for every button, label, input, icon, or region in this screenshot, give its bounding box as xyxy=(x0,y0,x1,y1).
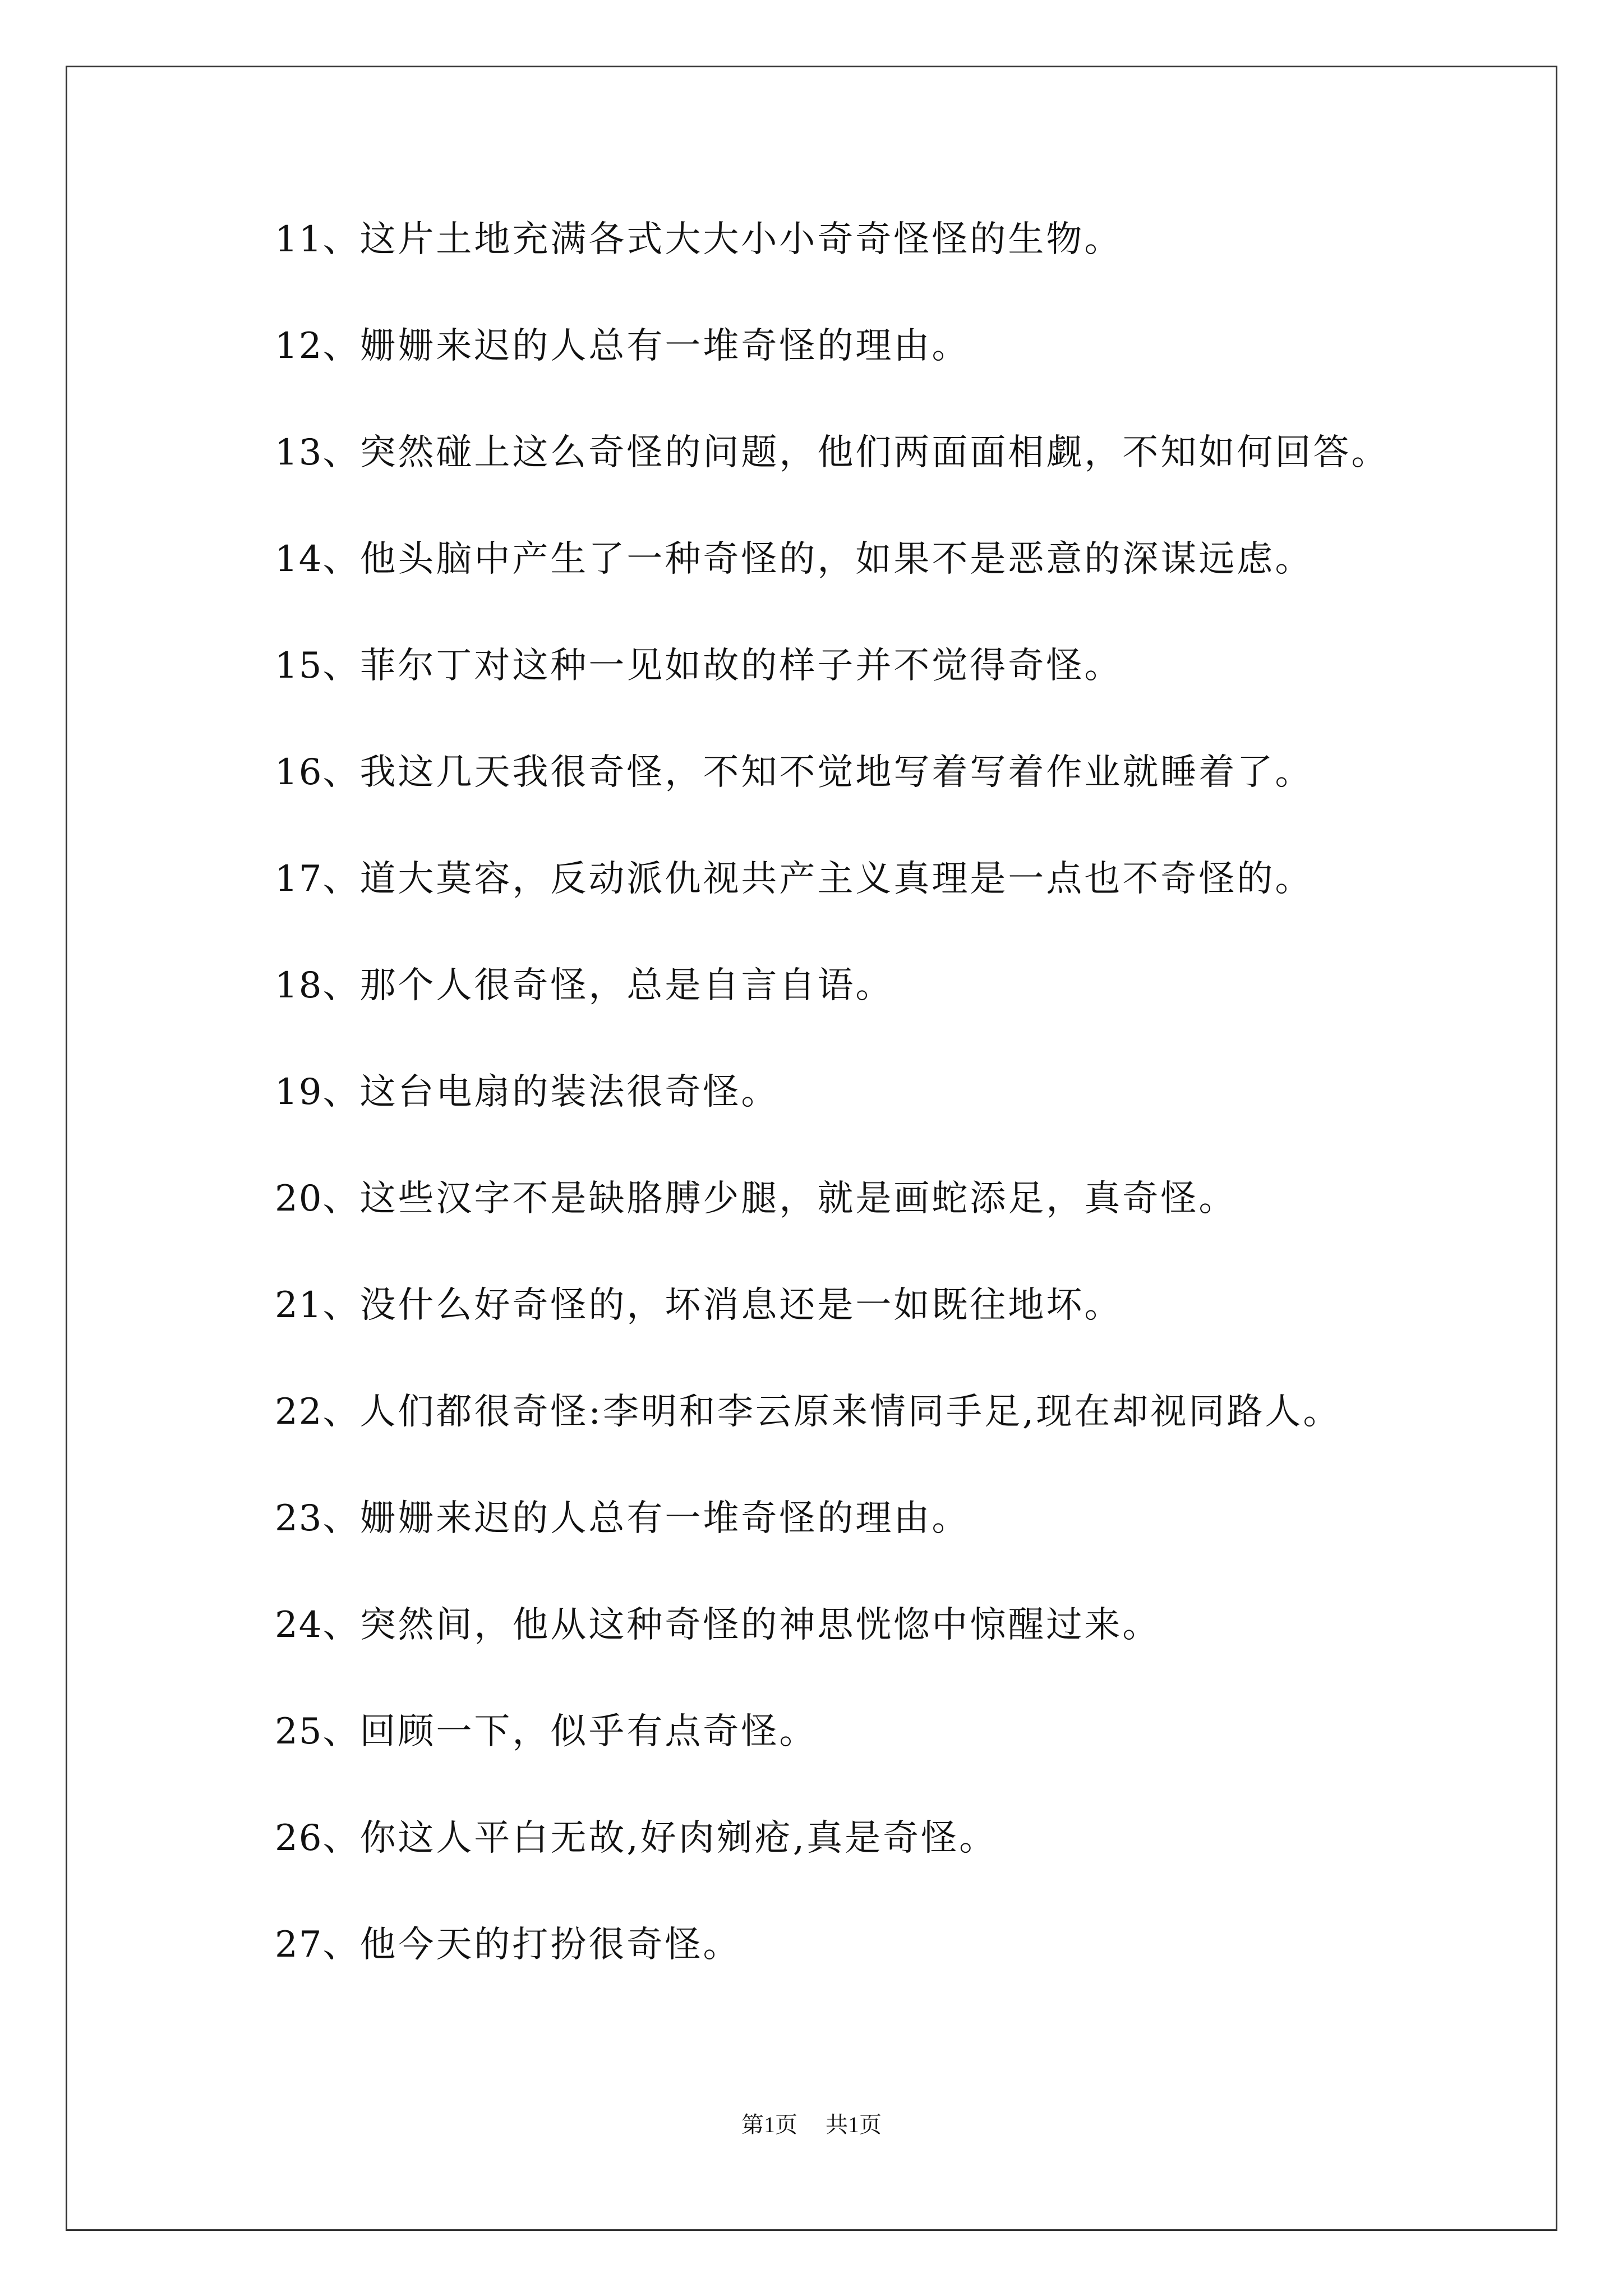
list-item xyxy=(275,858,1520,968)
item-text: 那个人很奇怪，总是自言自语。 xyxy=(359,965,894,1006)
list-item xyxy=(275,1711,1520,1820)
item-text: 我这几天我很奇怪，不知不觉地写着写着作业就睡着了。 xyxy=(359,752,1313,793)
item-text: 突然间，他从这种奇怪的神思恍惚中惊醒过来。 xyxy=(359,1604,1161,1646)
item-number: 13、 xyxy=(275,432,360,473)
page-number: 第1页 xyxy=(741,2112,797,2137)
item-number: 24、 xyxy=(275,1604,360,1646)
item-number: 11、 xyxy=(275,219,360,260)
item-number: 16、 xyxy=(275,752,360,793)
sentence-list xyxy=(275,219,1520,2033)
item-number: 21、 xyxy=(275,1285,360,1326)
list-item xyxy=(275,1391,1520,1501)
list-item xyxy=(275,645,1520,754)
list-item xyxy=(275,325,1520,435)
item-number: 15、 xyxy=(275,645,360,687)
item-number: 26、 xyxy=(275,1818,360,1859)
list-item xyxy=(275,754,1520,861)
item-number: 19、 xyxy=(275,1071,360,1113)
item-text: 人们都很奇怪:李明和李云原来情同手足,现在却视同路人。 xyxy=(359,1391,1341,1433)
item-text: 他头脑中产生了一种奇怪的，如果不是恶意的深谋远虑。 xyxy=(359,539,1313,580)
list-item xyxy=(275,432,1520,541)
item-text: 这些汉字不是缺胳膊少腿，就是画蛇添足，真奇怪。 xyxy=(359,1178,1237,1220)
item-number: 22、 xyxy=(275,1391,360,1433)
list-item xyxy=(275,965,1520,1074)
item-text: 这片土地充满各式大大小小奇奇怪怪的生物。 xyxy=(359,219,1123,260)
item-text: 道大莫容，反动派仇视共产主义真理是一点也不奇怪的。 xyxy=(359,858,1313,900)
item-text: 姗姗来迟的人总有一堆奇怪的理由。 xyxy=(359,1498,970,1539)
list-item xyxy=(275,541,1520,648)
page-total: 共1页 xyxy=(826,2112,882,2137)
item-number: 23、 xyxy=(275,1498,360,1539)
item-number: 25、 xyxy=(275,1711,360,1752)
item-text: 他今天的打扮很奇怪。 xyxy=(359,1924,741,1966)
item-text: 这台电扇的装法很奇怪。 xyxy=(359,1071,780,1113)
page-footer xyxy=(0,2114,1623,2136)
list-item xyxy=(275,219,1520,328)
list-item xyxy=(275,1287,1520,1394)
list-item xyxy=(275,1820,1520,1927)
item-number: 12、 xyxy=(275,325,360,367)
item-number: 27、 xyxy=(275,1924,360,1966)
item-number: 18、 xyxy=(275,965,360,1006)
item-text: 菲尔丁对这种一见如故的样子并不觉得奇怪。 xyxy=(359,645,1123,687)
list-item xyxy=(275,1178,1520,1287)
item-number: 17、 xyxy=(275,858,360,900)
item-text: 突然碰上这么奇怪的问题，他们两面面相觑，不知如何回答。 xyxy=(359,432,1390,473)
list-item xyxy=(275,1604,1520,1714)
item-text: 回顾一下，似乎有点奇怪。 xyxy=(359,1711,818,1752)
item-number: 20、 xyxy=(275,1178,360,1220)
item-text: 姗姗来迟的人总有一堆奇怪的理由。 xyxy=(359,325,970,367)
item-number: 14、 xyxy=(275,539,360,580)
list-item xyxy=(275,1498,1520,1607)
list-item xyxy=(275,1924,1520,2033)
list-item xyxy=(275,1071,1520,1181)
item-text: 没什么好奇怪的，坏消息还是一如既往地坏。 xyxy=(359,1285,1123,1326)
item-text: 你这人平白无故,好肉剜疮,真是奇怪。 xyxy=(359,1818,998,1859)
